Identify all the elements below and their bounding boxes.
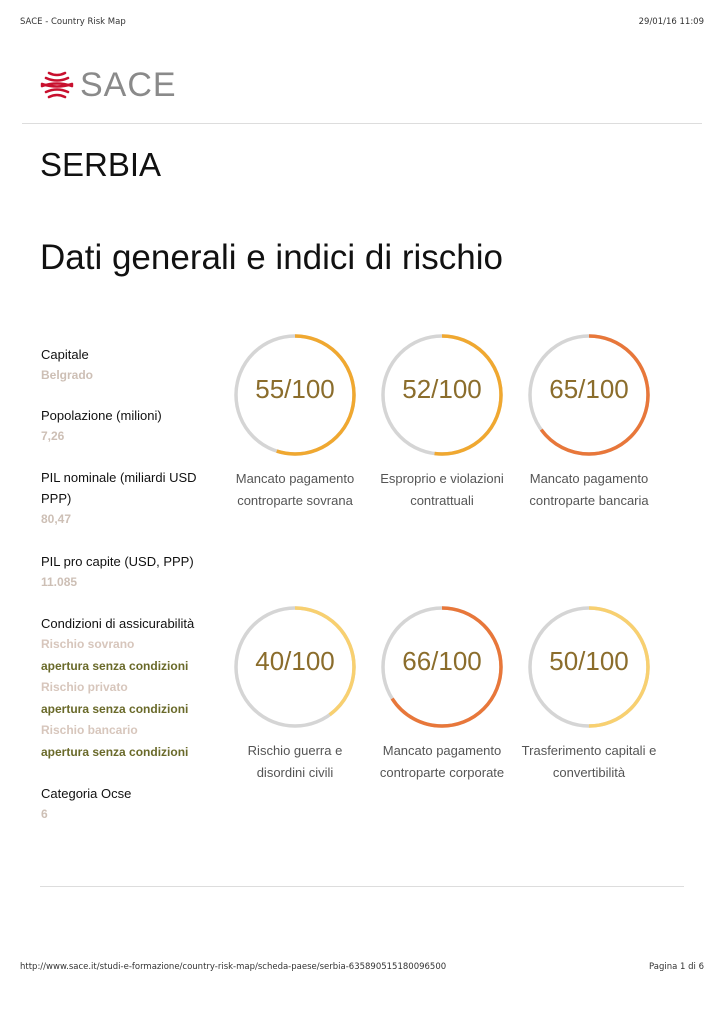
capitale-block (41, 344, 231, 386)
gauge-trasferimento (515, 604, 663, 784)
gauge-caption (368, 740, 516, 784)
sace-logo-text: SACE (80, 66, 177, 104)
gauge-score: 66/100 (402, 646, 482, 676)
categoria-ocse-value: 6 (41, 807, 48, 821)
capitale-label: Capitale (41, 347, 89, 362)
gauge-caption-line-1: Rischio guerra e (247, 743, 343, 758)
gauge-caption-line-1: Trasferimento capitali e (521, 743, 657, 758)
print-footer (20, 962, 704, 976)
popolazione-block (41, 405, 231, 447)
rischio-bancario-label: Rischio bancario (41, 723, 138, 737)
footer-divider (40, 886, 684, 887)
pil-pro-capite-label: PIL pro capite (USD, PPP) (41, 554, 194, 569)
categoria-ocse-block (41, 783, 231, 825)
assicurabilita-label: Condizioni di assicurabilità (41, 616, 195, 631)
categoria-ocse-label: Categoria Ocse (41, 786, 132, 801)
gauge-score: 65/100 (549, 374, 629, 404)
section-title: Dati generali e indici di rischio (40, 238, 503, 277)
gauge-caption-line-2: disordini civili (256, 765, 334, 780)
gauge-caption-line-1: Mancato pagamento (529, 471, 649, 486)
rischio-sovrano-label: Rischio sovrano (41, 637, 135, 651)
assicurabilita-block (41, 613, 231, 763)
gauge-score: 52/100 (402, 374, 482, 404)
gauge-esproprio (368, 332, 516, 512)
rischio-privato-label: Rischio privato (41, 680, 128, 694)
print-footer-page: Pagina 1 di 6 (649, 962, 704, 972)
gauge-caption-line-1: Mancato pagamento (235, 471, 355, 486)
gauge-caption-line-2: controparte sovrana (237, 493, 353, 508)
gauge-caption-line-2: convertibilità (552, 765, 626, 780)
gauge-bancaria (515, 332, 663, 512)
gauge-caption-line-1: Esproprio e violazioni (380, 471, 504, 486)
gauge-corporate (368, 604, 516, 784)
gauge-score: 55/100 (255, 374, 335, 404)
pil-nominale-block (41, 467, 201, 530)
popolazione-value: 7,26 (41, 429, 65, 443)
gauge-caption-line-2: controparte corporate (379, 765, 505, 780)
gauge-guerra (221, 604, 369, 784)
gauge-caption (515, 740, 663, 784)
pil-pro-capite-block (41, 551, 231, 593)
print-header-datetime: 29/01/16 11:09 (638, 17, 704, 27)
sace-logo-icon (40, 70, 74, 100)
gauge-score: 50/100 (549, 646, 629, 676)
header-divider (22, 123, 702, 124)
popolazione-label: Popolazione (milioni) (41, 408, 162, 423)
gauge-caption (221, 740, 369, 784)
country-title: SERBIA (40, 146, 162, 183)
gauge-caption (515, 468, 663, 512)
print-header-title: SACE - Country Risk Map (20, 17, 126, 27)
pil-pro-capite-value: 11.085 (41, 575, 78, 589)
capitale-value: Belgrado (41, 368, 94, 382)
gauge-caption (368, 468, 516, 512)
pil-nominale-value: 80,47 (41, 512, 72, 526)
gauge-caption-line-2: contrattuali (410, 493, 474, 508)
gauge-caption-line-2: controparte bancaria (529, 493, 649, 508)
gauge-caption (221, 468, 369, 512)
gauge-score: 40/100 (255, 646, 335, 676)
gauge-sovrana (221, 332, 369, 512)
pil-nominale-label: PIL nominale (miliardi USD PPP) (41, 470, 197, 506)
gauge-caption-line-1: Mancato pagamento (382, 743, 502, 758)
sace-logo[interactable] (40, 68, 177, 102)
rischio-sovrano-status: apertura senza condizioni (41, 658, 189, 673)
print-header (20, 17, 704, 31)
rischio-bancario-status: apertura senza condizioni (41, 744, 189, 759)
rischio-privato-status: apertura senza condizioni (41, 701, 189, 716)
print-footer-url[interactable]: http://www.sace.it/studi-e-formazione/country-risk-map/scheda-paese/serbia-635890515180096500 (20, 962, 447, 972)
